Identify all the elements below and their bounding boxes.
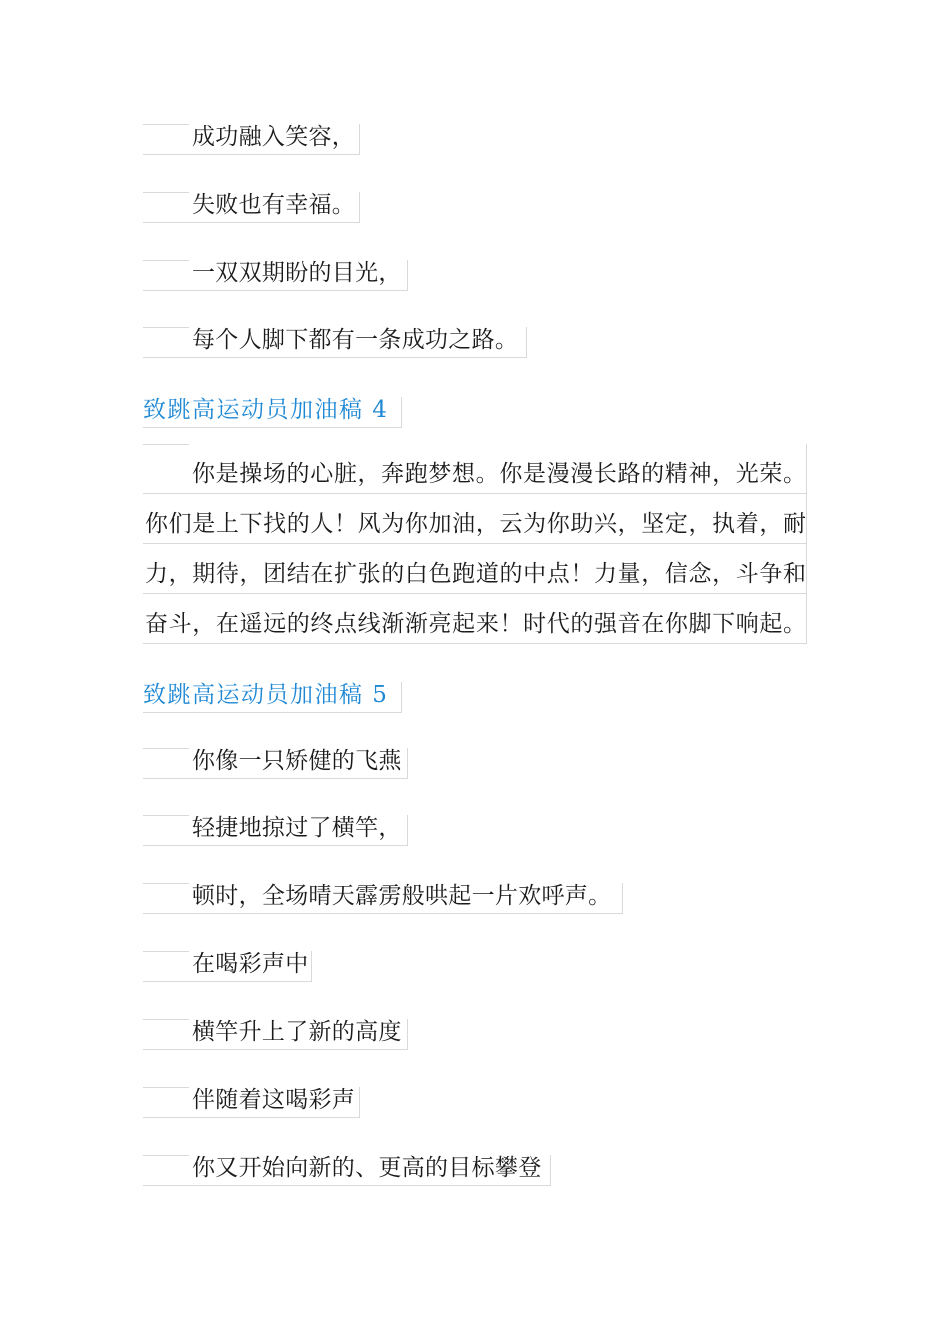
- verse-line: [143, 327, 527, 358]
- paragraph-text: 你们是上下找的人！风为你加油，云为你助兴，坚定，执着，耐: [145, 511, 806, 537]
- verse-line: [143, 260, 408, 291]
- verse-line: [143, 1019, 408, 1050]
- paragraph-text: 奋斗，在遥远的终点线渐渐亮起来！时代的强音在你脚下响起。: [145, 611, 806, 637]
- verse-line: [143, 1087, 360, 1118]
- paragraph-line: [143, 544, 807, 594]
- verse-line: [143, 1155, 551, 1186]
- paragraph-line: [143, 444, 807, 494]
- verse-text: 在喝彩声中: [192, 951, 309, 977]
- verse-text: 伴随着这喝彩声: [192, 1087, 356, 1113]
- verse-text: 轻捷地掠过了横竿，: [192, 815, 402, 841]
- verse-text: 你像一只矫健的飞燕: [192, 748, 402, 774]
- paragraph-line: [143, 494, 807, 544]
- verse-text: 一双双期盼的目光，: [192, 260, 402, 286]
- verse-text: 失败也有幸福。: [192, 192, 356, 218]
- verse-line: [143, 192, 360, 223]
- verse-text: 每个人脚下都有一条成功之路。: [192, 327, 519, 353]
- verse-line: [143, 883, 623, 914]
- verse-text: 横竿升上了新的高度: [192, 1019, 402, 1045]
- paragraph-line: [143, 594, 807, 644]
- section-heading-4: [143, 397, 402, 428]
- verse-line: [143, 951, 312, 982]
- paragraph-text: 力，期待，团结在扩张的白色跑道的中点！力量，信念，斗争和: [145, 561, 806, 587]
- paragraph-text: 你是操场的心脏，奔跑梦想。你是漫漫长路的精神，光荣。: [192, 461, 806, 487]
- verse-line: [143, 124, 360, 155]
- section-heading-5: [143, 682, 402, 713]
- heading-text: 致跳高运动员加油稿 4: [143, 397, 389, 423]
- verse-line: [143, 748, 408, 779]
- verse-text: 成功融入笑容，: [192, 124, 356, 150]
- paragraph-4: [143, 444, 807, 644]
- verse-text: 顿时，全场晴天霹雳般哄起一片欢呼声。: [192, 883, 612, 909]
- verse-line: [143, 815, 408, 846]
- verse-text: 你又开始向新的、更高的目标攀登: [192, 1155, 542, 1181]
- heading-text: 致跳高运动员加油稿 5: [143, 682, 389, 708]
